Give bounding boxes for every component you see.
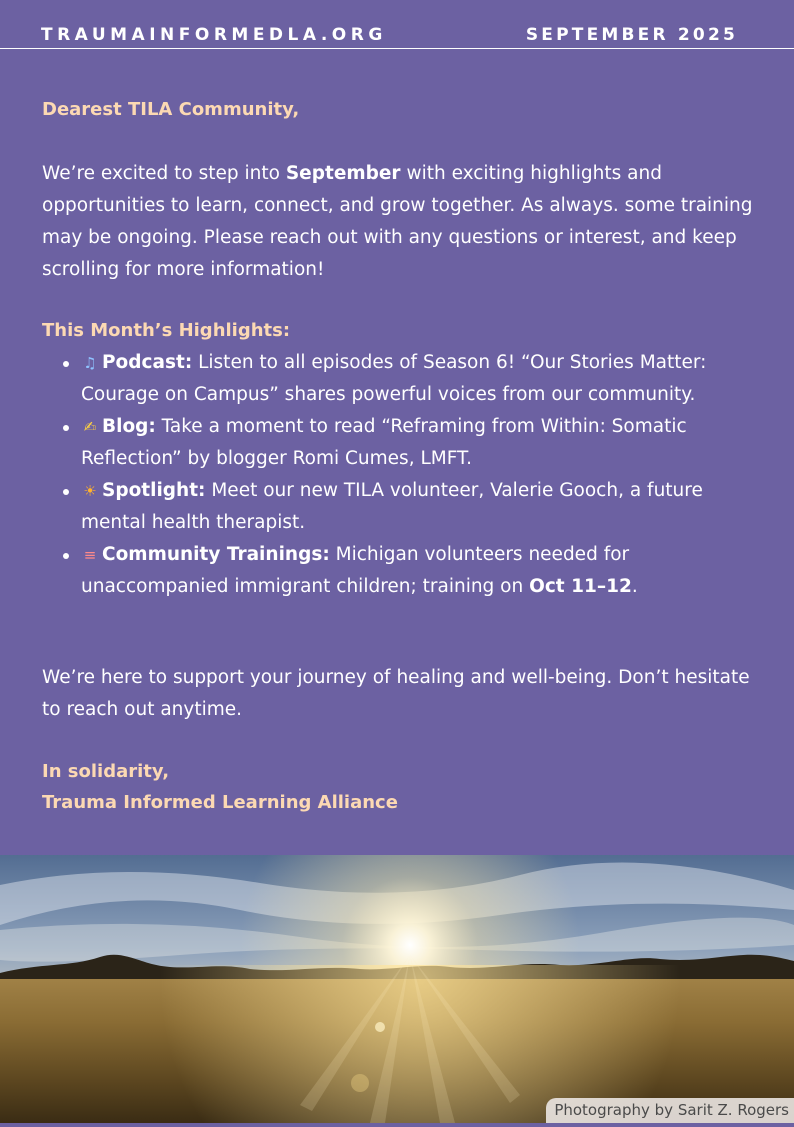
signature: Trauma Informed Learning Alliance xyxy=(42,792,398,813)
closing-paragraph: We’re here to support your journey of healing and well-being. Don’t hesitate to reach out anytime. xyxy=(42,667,750,720)
list-item xyxy=(42,475,762,539)
intro-month: September xyxy=(285,163,401,184)
highlight-label: Blog: xyxy=(102,416,156,437)
list-item xyxy=(42,539,762,603)
highlights-list xyxy=(42,347,762,603)
writing-hand-icon: ✍ xyxy=(83,418,97,436)
issue-date: SEPTEMBER 2025 xyxy=(525,25,738,45)
list-item xyxy=(42,411,762,475)
header-divider xyxy=(0,48,794,49)
intro-text-start: We’re excited to step into xyxy=(42,163,286,184)
greeting: Dearest TILA Community, xyxy=(42,99,300,120)
list-item xyxy=(42,347,762,411)
highlight-text: Listen to all episodes of Season 6! “Our Stories Matter: Courage on Campus” shares powerful voices from our community. xyxy=(81,352,707,405)
page-header xyxy=(0,0,794,50)
books-icon: ≡ xyxy=(83,546,97,564)
highlights-title: This Month’s Highlights: xyxy=(42,320,291,341)
landscape-photo xyxy=(0,855,794,1123)
site-url[interactable]: TRAUMAINFORMEDLA.ORG xyxy=(41,25,387,45)
highlight-end: . xyxy=(631,576,638,597)
music-notes-icon: ♫ xyxy=(83,354,97,372)
sun-icon: ☀ xyxy=(83,482,97,500)
highlight-text: Michigan volunteers needed for unaccompanied immigrant children; training on xyxy=(81,544,630,597)
highlight-text: Take a moment to read “Reframing from Within: Somatic Reflection” by blogger Romi Cumes, LMFT. xyxy=(81,416,687,469)
highlight-label: Podcast: xyxy=(102,352,193,373)
signoff: In solidarity, xyxy=(42,761,170,782)
intro-text-end: with exciting highlights and opportunities to learn, connect, and grow together. As always. some training may be ongoing. Please reach out with any questions or interest, and keep scrolling for more information! xyxy=(42,163,753,280)
training-dates: Oct 11–12 xyxy=(529,576,632,597)
highlight-label: Community Trainings: xyxy=(102,544,330,565)
photo-credit: Photography by Sarit Z. Rogers xyxy=(546,1098,794,1123)
highlight-text: Meet our new TILA volunteer, Valerie Gooch, a future mental health therapist. xyxy=(81,480,703,533)
intro-paragraph xyxy=(42,158,772,286)
highlight-label: Spotlight: xyxy=(102,480,206,501)
sunset-field-image xyxy=(0,855,794,1123)
